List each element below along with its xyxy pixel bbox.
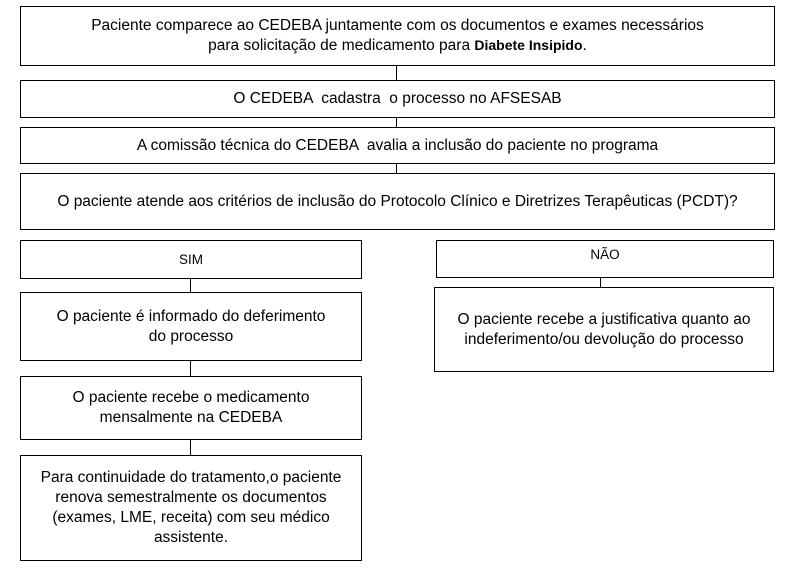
decision-meets-criteria-text: O paciente atende aos critérios de inclusão do Protocolo Clínico e Diretrizes Terapêuticas (PCDT)? — [57, 192, 738, 210]
yes-label-text: SIM — [178, 251, 203, 267]
step-patient-informed-approval-text: O paciente é informado do deferimento do processo — [56, 307, 326, 345]
step-cedeba-registers-text: O CEDEBA cadastra o processo no AFSESAB — [233, 90, 562, 108]
step-patient-receives-justification-text: O paciente recebe a justificativa quanto ao indeferimento/ou devolução do processo — [457, 310, 751, 348]
connector-nao-no1 — [600, 278, 601, 287]
connector-yes1-yes2 — [190, 361, 191, 376]
step-treatment-continuity-text: Para continuidade do tratamento,o paciente renova semestralmente os documentos (exames, LME, receita) com seu médico assistente. — [40, 469, 342, 546]
step-patient-receives-justification — [434, 287, 774, 372]
step-patient-arrives-text — [91, 16, 704, 56]
step-treatment-continuity — [20, 455, 362, 561]
step-patient-arrives-line1: Paciente comparece ao CEDEBA juntamente com os documentos e exames necessários — [91, 17, 704, 35]
decision-meets-criteria — [20, 173, 775, 230]
step-patient-arrives-line2: para solicitação de medicamento para — [208, 37, 475, 54]
step-cedeba-registers — [20, 80, 775, 118]
connector-3-4 — [396, 164, 397, 173]
step-patient-informed-approval — [20, 292, 362, 361]
step-patient-receives-medication-text: O paciente recebe o medicamento mensalmente na CEDEBA — [72, 389, 310, 426]
branch-yes-label — [20, 240, 362, 279]
step-patient-arrives-period: . — [582, 37, 587, 54]
connector-yes2-yes3 — [190, 440, 191, 455]
connector-1-2 — [396, 66, 397, 80]
diabete-insipido-emphasis: Diabete Insipido — [474, 37, 583, 53]
branch-no-label — [436, 240, 774, 278]
step-patient-arrives — [20, 6, 775, 66]
no-label-text: NÃO — [590, 247, 620, 262]
step-patient-receives-medication — [20, 376, 362, 440]
step-committee-evaluates — [20, 127, 775, 164]
step-committee-evaluates-text: A comissão técnica do CEDEBA avalia a inclusão do paciente no programa — [136, 136, 659, 154]
connector-sim-yes1 — [190, 279, 191, 292]
connector-2-3 — [396, 118, 397, 127]
